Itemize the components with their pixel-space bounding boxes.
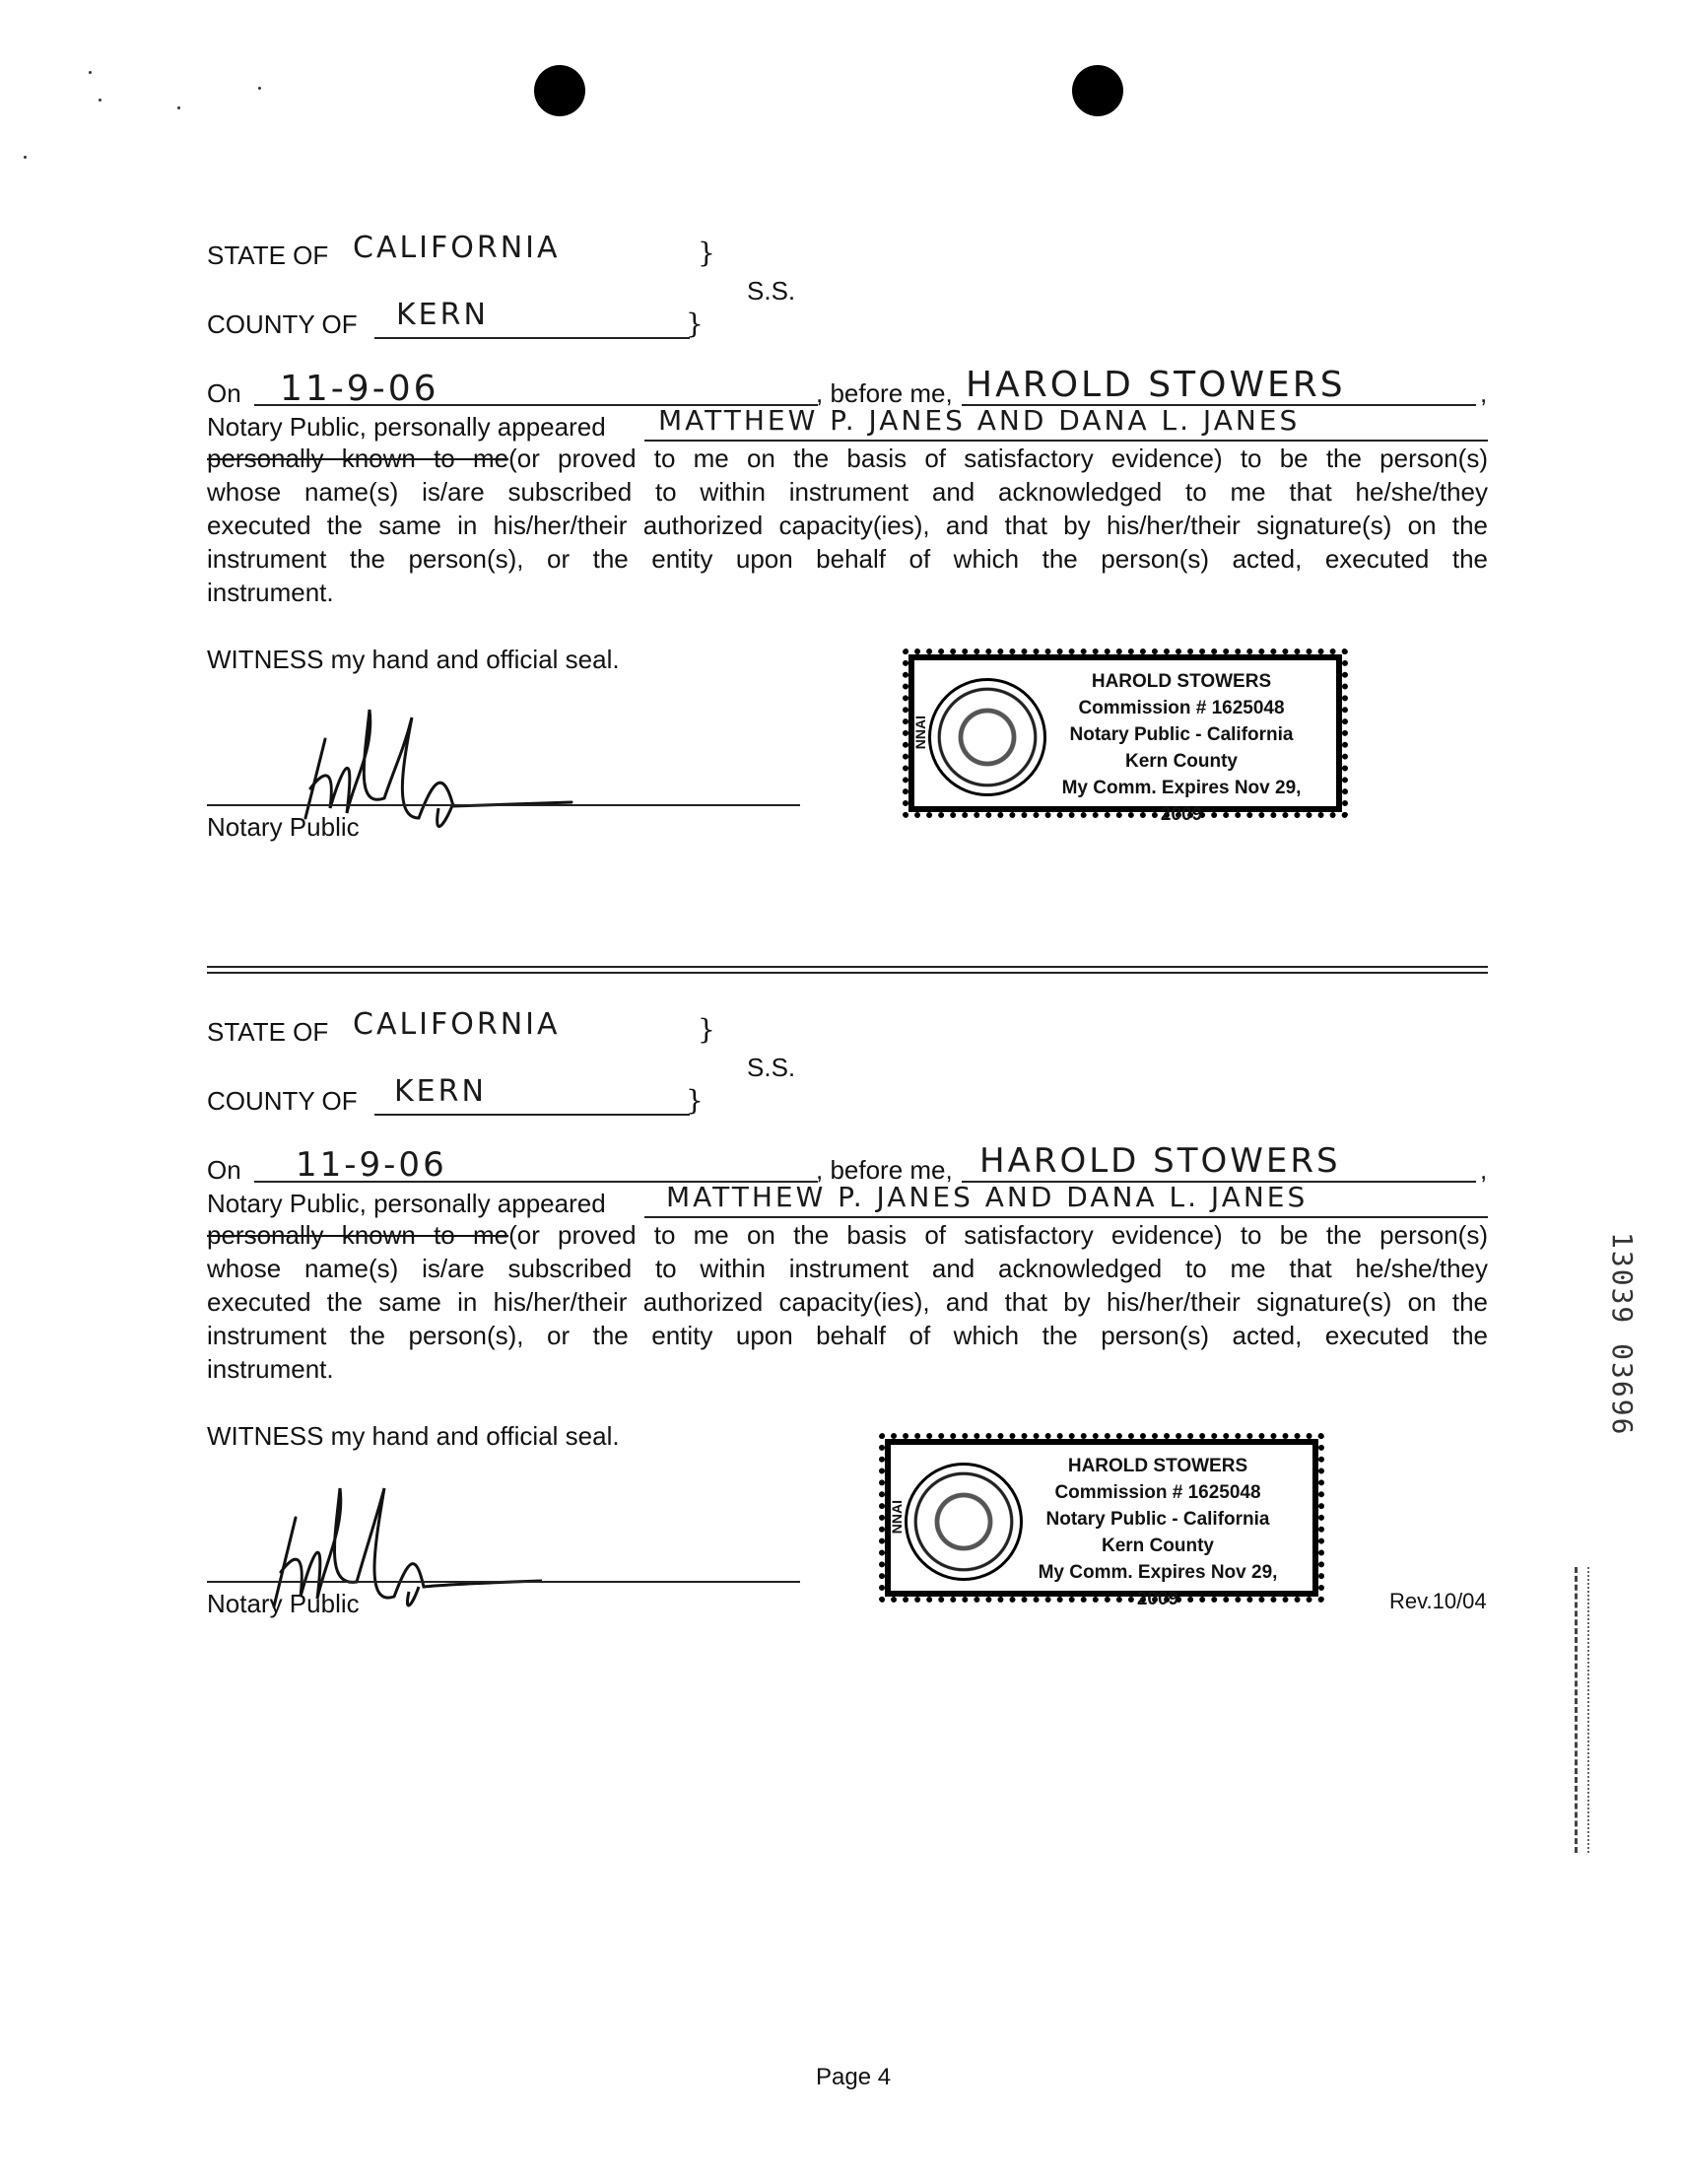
- seal-commission: Commission # 1625048: [1078, 698, 1285, 718]
- ss-label: S.S.: [747, 276, 796, 306]
- struck-text: personally known to me: [207, 1220, 509, 1250]
- margin-perforation: [1575, 1567, 1589, 1853]
- body-line: instrument the person(s), or the entity upon behalf of which the person(s) acted, executed the: [207, 544, 1488, 574]
- punch-hole-right: [1072, 65, 1123, 116]
- state-label: STATE OF: [207, 1017, 329, 1047]
- scan-speck: [24, 156, 27, 159]
- brace: }: [698, 237, 715, 269]
- brace: }: [686, 1084, 704, 1117]
- brace: }: [686, 307, 704, 340]
- scan-speck: [99, 99, 101, 102]
- seal-expires: My Comm. Expires Nov 29, 2009: [1061, 778, 1302, 825]
- signature-caption: Notary Public: [207, 1589, 360, 1618]
- seal-text: [1029, 1453, 1287, 1612]
- notary-seal: [885, 1439, 1318, 1609]
- appeared-value: MATTHEW P. JANES AND DANA L. JANES: [658, 404, 1301, 437]
- body-line: (or proved to me on the basis of satisfactory evidence) to be the person(s): [508, 1220, 1488, 1250]
- section-divider: [207, 966, 1488, 974]
- county-value: KERN: [396, 298, 489, 332]
- seal-county: Kern County: [1125, 751, 1238, 772]
- body-line: instrument.: [207, 578, 334, 607]
- appeared-label: Notary Public, personally appeared: [207, 412, 606, 442]
- comma: ,: [1480, 378, 1488, 408]
- notary-name-value: HAROLD STOWERS: [966, 365, 1346, 405]
- body-line: instrument the person(s), or the entity upon behalf of which the person(s) acted, executed the: [207, 1321, 1488, 1350]
- ss-label: S.S.: [747, 1053, 796, 1082]
- county-underline: [374, 1114, 690, 1116]
- signature-line: [207, 1581, 800, 1583]
- county-underline: [374, 337, 690, 339]
- notary-name-value: HAROLD STOWERS: [979, 1141, 1341, 1181]
- appeared-value: MATTHEW P. JANES AND DANA L. JANES: [666, 1181, 1309, 1213]
- date-value: 11-9-06: [280, 369, 439, 409]
- seal-title: Notary Public - California: [1045, 1509, 1270, 1530]
- seal-name: HAROLD STOWERS: [1067, 1456, 1248, 1476]
- comma: ,: [1480, 1155, 1488, 1185]
- date-value: 11-9-06: [296, 1145, 447, 1185]
- county-label: COUNTY OF: [207, 1086, 358, 1116]
- revision-label: Rev.10/04: [1389, 1589, 1487, 1613]
- witness-text: WITNESS my hand and official seal.: [207, 1421, 620, 1451]
- state-value: CALIFORNIA: [353, 231, 561, 265]
- on-label: On: [207, 1155, 241, 1185]
- witness-text: WITNESS my hand and official seal.: [207, 645, 620, 674]
- seal-side-mark: NNAI: [912, 716, 928, 750]
- body-line: whose name(s) is/are subscribed to within instrument and acknowledged to me that he/she/they: [207, 477, 1488, 507]
- acknowledgment-paragraph: [207, 1218, 1488, 1386]
- before-me-label: , before me,: [816, 1155, 953, 1185]
- scan-speck: [177, 106, 180, 109]
- seal-commission: Commission # 1625048: [1054, 1482, 1261, 1503]
- appeared-label: Notary Public, personally appeared: [207, 1189, 606, 1218]
- before-me-label: , before me,: [816, 378, 953, 408]
- body-line: executed the same in his/her/their authorized capacity(ies), and that by his/her/their signature(s) on the: [207, 1287, 1488, 1317]
- seal-title: Notary Public - California: [1069, 724, 1294, 745]
- brace: }: [698, 1013, 715, 1046]
- seal-name: HAROLD STOWERS: [1091, 671, 1272, 692]
- seal-side-mark: NNAI: [889, 1500, 905, 1535]
- page-number: Page 4: [816, 2064, 892, 2090]
- struck-text: personally known to me: [207, 444, 509, 473]
- county-label: COUNTY OF: [207, 309, 358, 339]
- seal-county: Kern County: [1102, 1536, 1214, 1556]
- on-label: On: [207, 378, 241, 408]
- body-line: instrument.: [207, 1354, 334, 1384]
- punch-hole-left: [534, 65, 585, 116]
- signature-line: [207, 804, 800, 806]
- recording-number-stamp: 13039 03696: [1606, 1232, 1639, 1437]
- scan-speck: [89, 71, 92, 74]
- scan-speck: [258, 87, 261, 90]
- body-line: whose name(s) is/are subscribed to within instrument and acknowledged to me that he/she/they: [207, 1254, 1488, 1283]
- body-line: (or proved to me on the basis of satisfactory evidence) to be the person(s): [508, 444, 1488, 473]
- seal-expires: My Comm. Expires Nov 29, 2009: [1038, 1562, 1278, 1609]
- county-value: KERN: [394, 1074, 487, 1109]
- state-label: STATE OF: [207, 240, 329, 270]
- body-line: executed the same in his/her/their authorized capacity(ies), and that by his/her/their signature(s) on the: [207, 511, 1488, 540]
- seal-text: [1052, 668, 1311, 828]
- acknowledgment-paragraph: [207, 442, 1488, 609]
- signature-caption: Notary Public: [207, 812, 360, 842]
- california-seal-emblem: [928, 678, 1046, 796]
- state-value: CALIFORNIA: [353, 1007, 561, 1042]
- california-seal-emblem: [905, 1463, 1023, 1581]
- notary-seal: [908, 654, 1342, 825]
